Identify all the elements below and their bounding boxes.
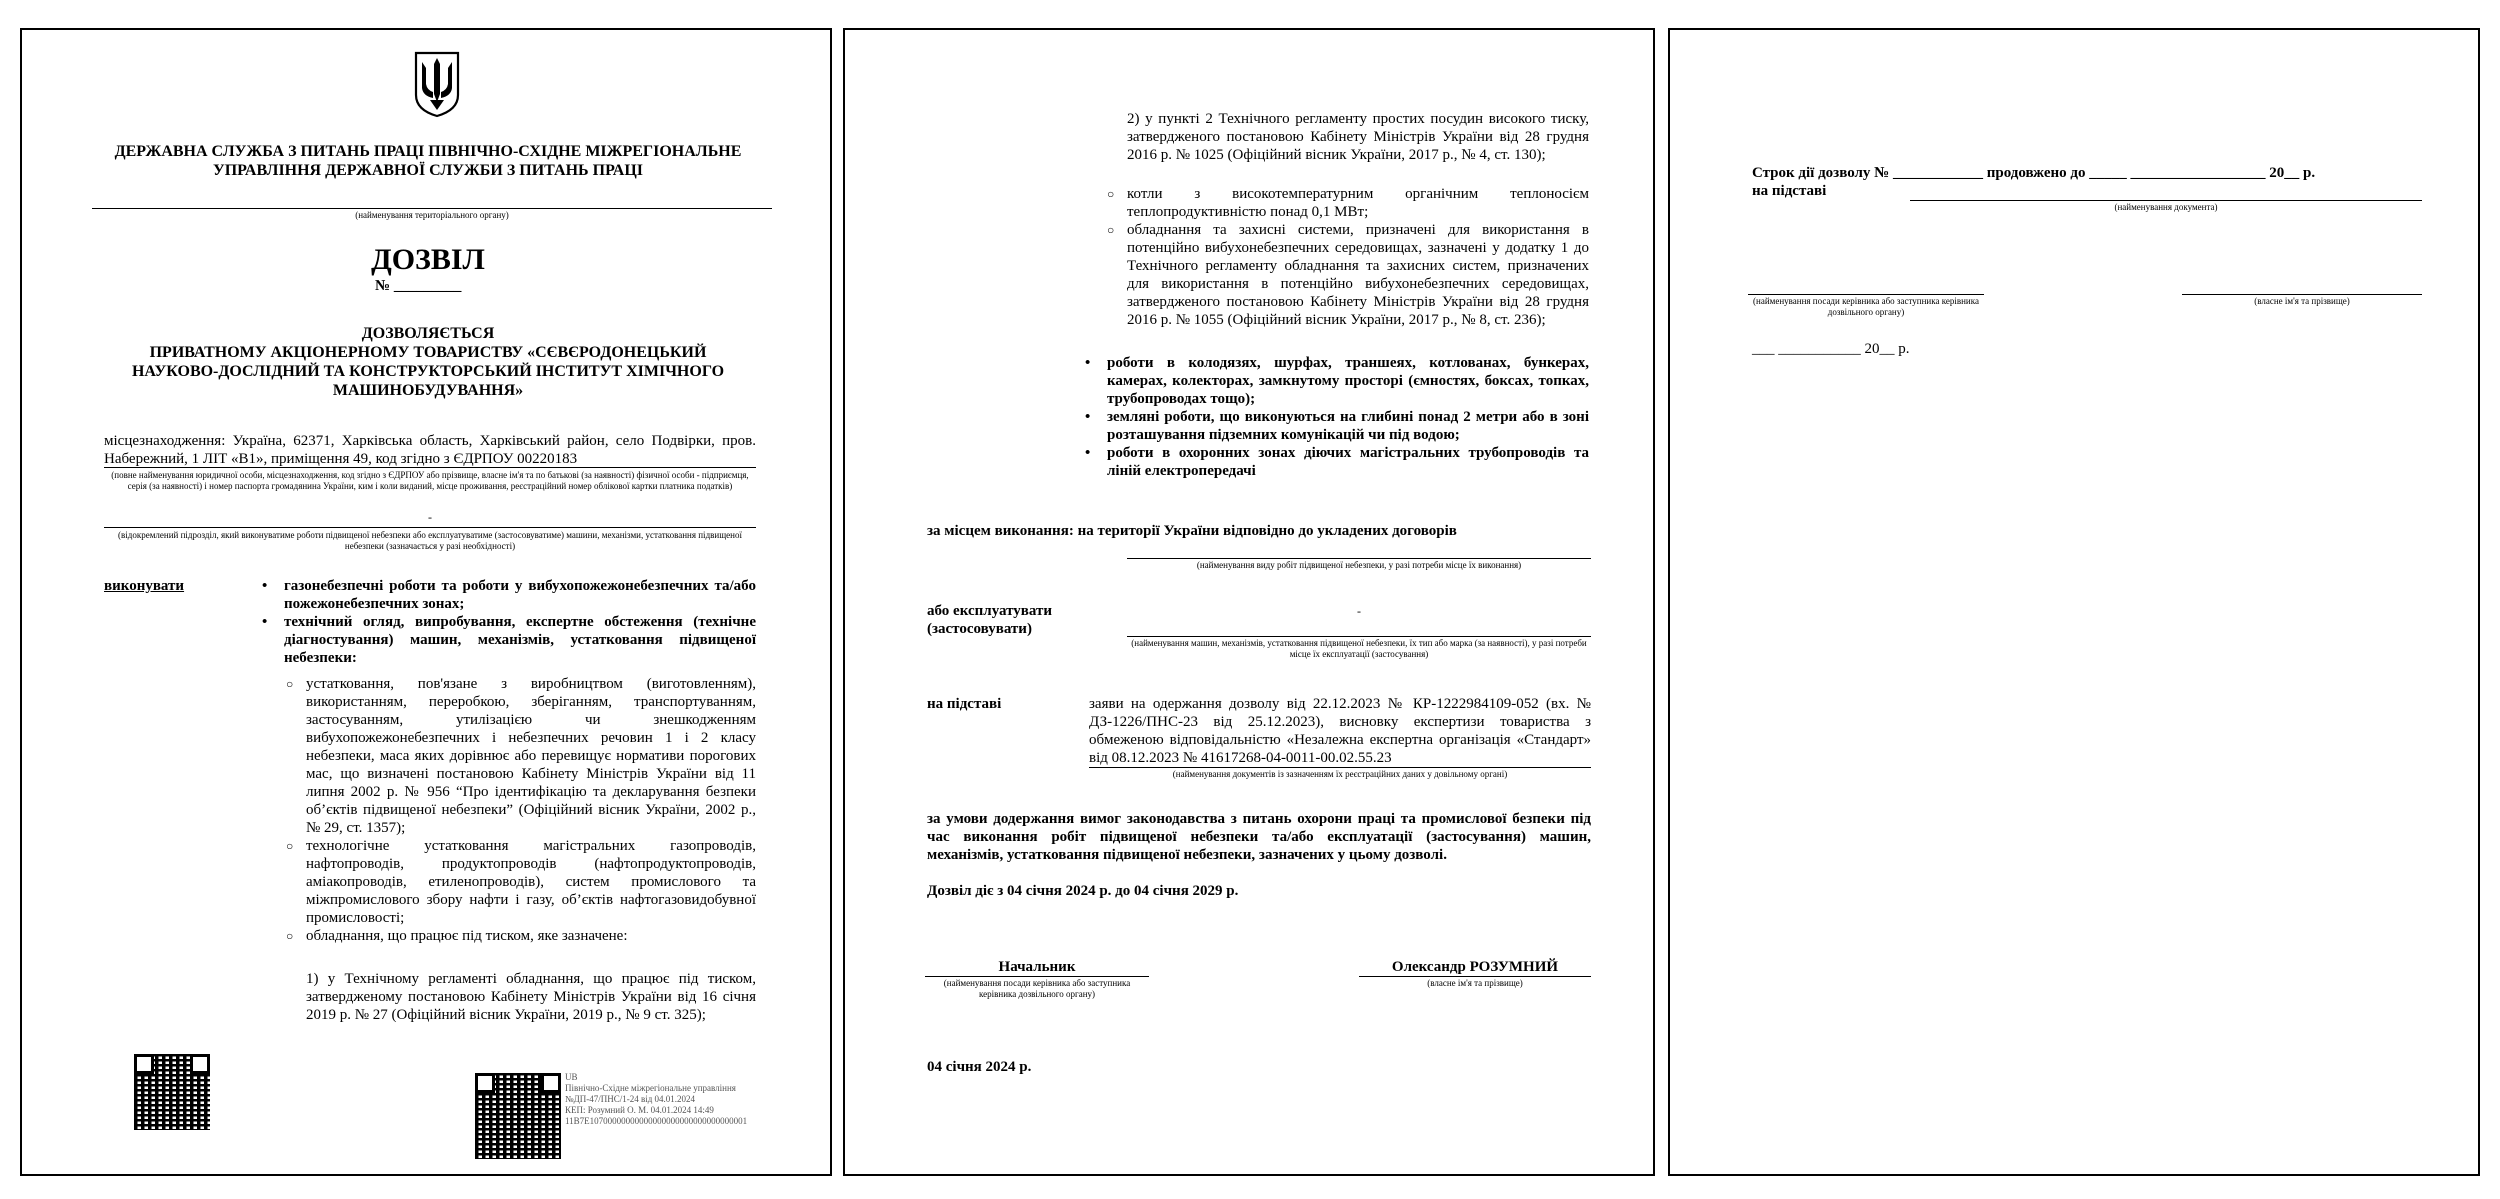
simple-vessels-item: 2) у пункті 2 Технічного регламенту простих посудин високого тиску, затвердженого постановою Кабінету Міністрів України від 28 грудня 2016 р. № 1025 (Офіційний вісник України, 2017 р., № 4, ст. 130); xyxy=(1127,111,1589,163)
stamp-line: №ДП-47/ПНС/1-24 від 04.01.2024 xyxy=(565,1094,696,1104)
list-item: • технічний огляд, випробування, експертне обстеження (технічне діагностування) машин, механізмів, устатковання підвищеної небезпеки: xyxy=(284,613,756,667)
list-item: • роботи в охоронних зонах діючих магістральних трубопроводів та ліній електропередачі xyxy=(1107,444,1589,480)
extension-document-caption: (найменування документа) xyxy=(2114,202,2218,212)
subdivision-value: - xyxy=(428,510,432,524)
document-title: ДОЗВІЛ xyxy=(371,243,485,276)
issue-date: 04 січня 2024 р. xyxy=(927,1059,1032,1075)
operate-caption: (найменування машин, механізмів, устатковання підвищеної небезпеки, їх тип або марка (за наявності), у разі потреби місце їх експлуатації (застосування) xyxy=(1131,638,1587,659)
stamp-line: 11B7E10700000000000000000000000000000001 xyxy=(565,1116,748,1126)
extension-name-caption: (власне ім'я та прізвище) xyxy=(2254,296,2350,306)
agency-caption: (найменування територіального органу) xyxy=(355,210,509,220)
chief-name-caption: (власне ім'я та прізвище) xyxy=(1427,978,1523,988)
work-place: за місцем виконання: на території України відповідно до укладених договорів xyxy=(927,523,1457,539)
pressure-regulation-item: 1) у Технічному регламенті обладнання, що працює під тиском, затвердженому постановою Кабінету Міністрів України від 16 січня 2019 р. № 27 (Офіційний вісник України, 2019 р., № 9 ст. 325); xyxy=(306,971,756,1023)
electronic-signature-stamp xyxy=(565,1072,825,1127)
equipment-list xyxy=(306,675,756,945)
list-item: ○ котли з високотемпературним органічним теплоносієм теплопродуктивністю понад 0,1 МВт; xyxy=(1127,185,1589,221)
basis-label: на підставі xyxy=(927,696,1002,712)
document-page-1 xyxy=(20,28,832,1176)
subdivision-caption: (відокремлений підрозділ, який виконуватиме роботи підвищеної небезпеки або експлуатуватиме (застосовуватиме) машини, механізми, устатковання підвищеної небезпеки (зазначається у разі необхідності) xyxy=(118,530,742,551)
extension-basis-label: на підставі xyxy=(1752,183,1827,199)
works-list xyxy=(284,577,756,667)
list-item: ○ устатковання, пов'язане з виробництвом (виготовленням), використанням, переробкою, зберіганням, транспортуванням, застосуванням, утилізацією чи знешкодженням вибухопожежонебезпечних і небезпечних речовин 1 і 2 класу небезпеки, маса яких дорівнює або перевищує нормативи порогових мас, що визначені постановою Кабінету Міністрів України від 11 липня 2002 р. № 956 “Про ідентифікацію та декларування безпеки об’єктів підвищеної небезпеки” (Офіційний вісник України, 2002 р., № 29, ст. 1357); xyxy=(306,675,756,837)
equipment-list-continued xyxy=(1127,185,1589,329)
location-caption: (повне найменування юридичної особи, місцезнаходження, код згідно з ЄДРПОУ або прізвище, власне ім'я та по батькові (за наявності) фізичної особи - підприємця, серія (за наявності) і номер паспорта громадянина України, ким і коли виданий, місце проживання, реєстраційний номер облікової картки платника податків) xyxy=(111,470,749,491)
operate-value: - xyxy=(1357,604,1361,618)
list-item: ○ технологічне устатковання магістральних газопроводів, нафтопроводів, продуктопроводів (нафтопродуктопроводів, аміакопроводів, етиленопроводів), систем промислового та міжпромислового збору нафти і газу, об’єктів нафтогазовидобувної промисловості; xyxy=(306,837,756,927)
chief-position: Начальник xyxy=(998,959,1076,975)
extension-position-caption: (найменування посади керівника або заступника керівника дозвільного органу) xyxy=(1753,296,1979,317)
coat-of-arms-icon xyxy=(413,50,461,118)
agency-title: ДЕРЖАВНА СЛУЖБА З ПИТАНЬ ПРАЦІ ПІВНІЧНО-СХІДНЕ МІЖРЕГІОНАЛЬНЕ УПРАВЛІННЯ ДЕРЖАВНОЇ СЛУЖБИ З ПИТАНЬ ПРАЦІ xyxy=(114,143,742,179)
extension-date: ___ ___________ 20__ р. xyxy=(1752,341,1910,357)
company-location: місцезнаходження: Україна, 62371, Харківська область, Харківський район, село Подвірки, пров. Набережний, 1 ЛІТ «В1», приміщення 49, код згідно з ЄДРПОУ 00220183 xyxy=(104,433,756,467)
validity-period: Дозвіл діє з 04 січня 2024 р. до 04 січня 2029 р. xyxy=(927,883,1239,899)
extension-line: Строк дії дозволу № ____________ продовжено до _____ __________________ 20__ р. xyxy=(1752,165,2316,181)
works-list-continued xyxy=(1107,354,1589,480)
stamp-line: КЕП: Розумний О. М. 04.01.2024 14:49 xyxy=(565,1105,714,1115)
document-page-3 xyxy=(1668,28,2480,1176)
document-page-2 xyxy=(843,28,1655,1176)
list-item: • роботи в колодязях, шурфах, траншеях, котлованах, бункерах, камерах, колекторах, замкнутому просторі (ємностях, боксах, топках, трубопроводах тощо); xyxy=(1107,354,1589,408)
operate-label: або експлуатувати (застосовувати) xyxy=(927,603,1053,637)
basis-text: заяви на одержання дозволу від 22.12.2023 № КР-1222984109-052 (вх. № ДЗ-1226/ПНС-23 від 25.12.2023), висновку експертизи товариства з обмеженою відповідальністю «Незалежна експертна організація «Стандарт» від 08.12.2023 № 41617268-04-0011-00.02.55.23 xyxy=(1089,696,1591,766)
qr-code-icon xyxy=(134,1054,210,1130)
list-item: • земляні роботи, що виконуються на глибині понад 2 метри або в зоні розташування підземних комунікацій чи під водою; xyxy=(1107,408,1589,444)
basis-caption: (найменування документів із зазначенням їх реєстраційних даних у довільному органі) xyxy=(1172,769,1508,779)
signature-qr-code-icon xyxy=(475,1073,561,1159)
conditions-text: за умови додержання вимог законодавства з питань охорони праці та промислової безпеки під час виконання робіт підвищеної небезпеки та/або експлуатації (застосування) машин, механізмів, устатковання підвищеної небезпеки, зазначених у цьому дозволі. xyxy=(927,811,1591,863)
chief-position-caption: (найменування посади керівника або заступника керівника дозвільного органу) xyxy=(943,978,1131,999)
list-item: • газонебезпечні роботи та роботи у вибухопожежонебезпечних та/або пожежонебезпечних зонах; xyxy=(284,577,756,613)
stamp-line: Північно-Східне міжрегіональне управління xyxy=(565,1083,736,1093)
perform-label: виконувати xyxy=(104,578,185,594)
list-item: ○ обладнання, що працює під тиском, яке зазначене: xyxy=(306,927,756,945)
company-name: ПРИВАТНОМУ АКЦІОНЕРНОМУ ТОВАРИСТВУ «СЄВЄРОДОНЕЦЬКИЙ НАУКОВО-ДОСЛІДНИЙ ТА КОНСТРУКТОРСЬКИЙ ІНСТИТУТ ХІМІЧНОГО МАШИНОБУДУВАННЯ» xyxy=(131,344,725,399)
allowed-label: ДОЗВОЛЯЄТЬСЯ xyxy=(361,325,495,342)
chief-name: Олександр РОЗУМНИЙ xyxy=(1391,959,1559,975)
list-item: ○ обладнання та захисні системи, призначені для використання в потенційно вибухонебезпечних середовищах, зазначені у додатку 1 до Технічного регламенту обладнання та захисних систем, призначених для використання в потенційно вибухонебезпечних середовищах, затвердженого постановою Кабінету Міністрів України від 28 грудня 2016 р. № 1055 (Офіційний вісник України, 2017 р., № 8, ст. 236); xyxy=(1127,221,1589,329)
document-number: № _________ xyxy=(375,278,462,294)
stamp-line: UB xyxy=(565,1072,578,1082)
work-place-caption: (найменування виду робіт підвищеної небезпеки, у разі потреби місце їх виконання) xyxy=(1196,560,1522,570)
